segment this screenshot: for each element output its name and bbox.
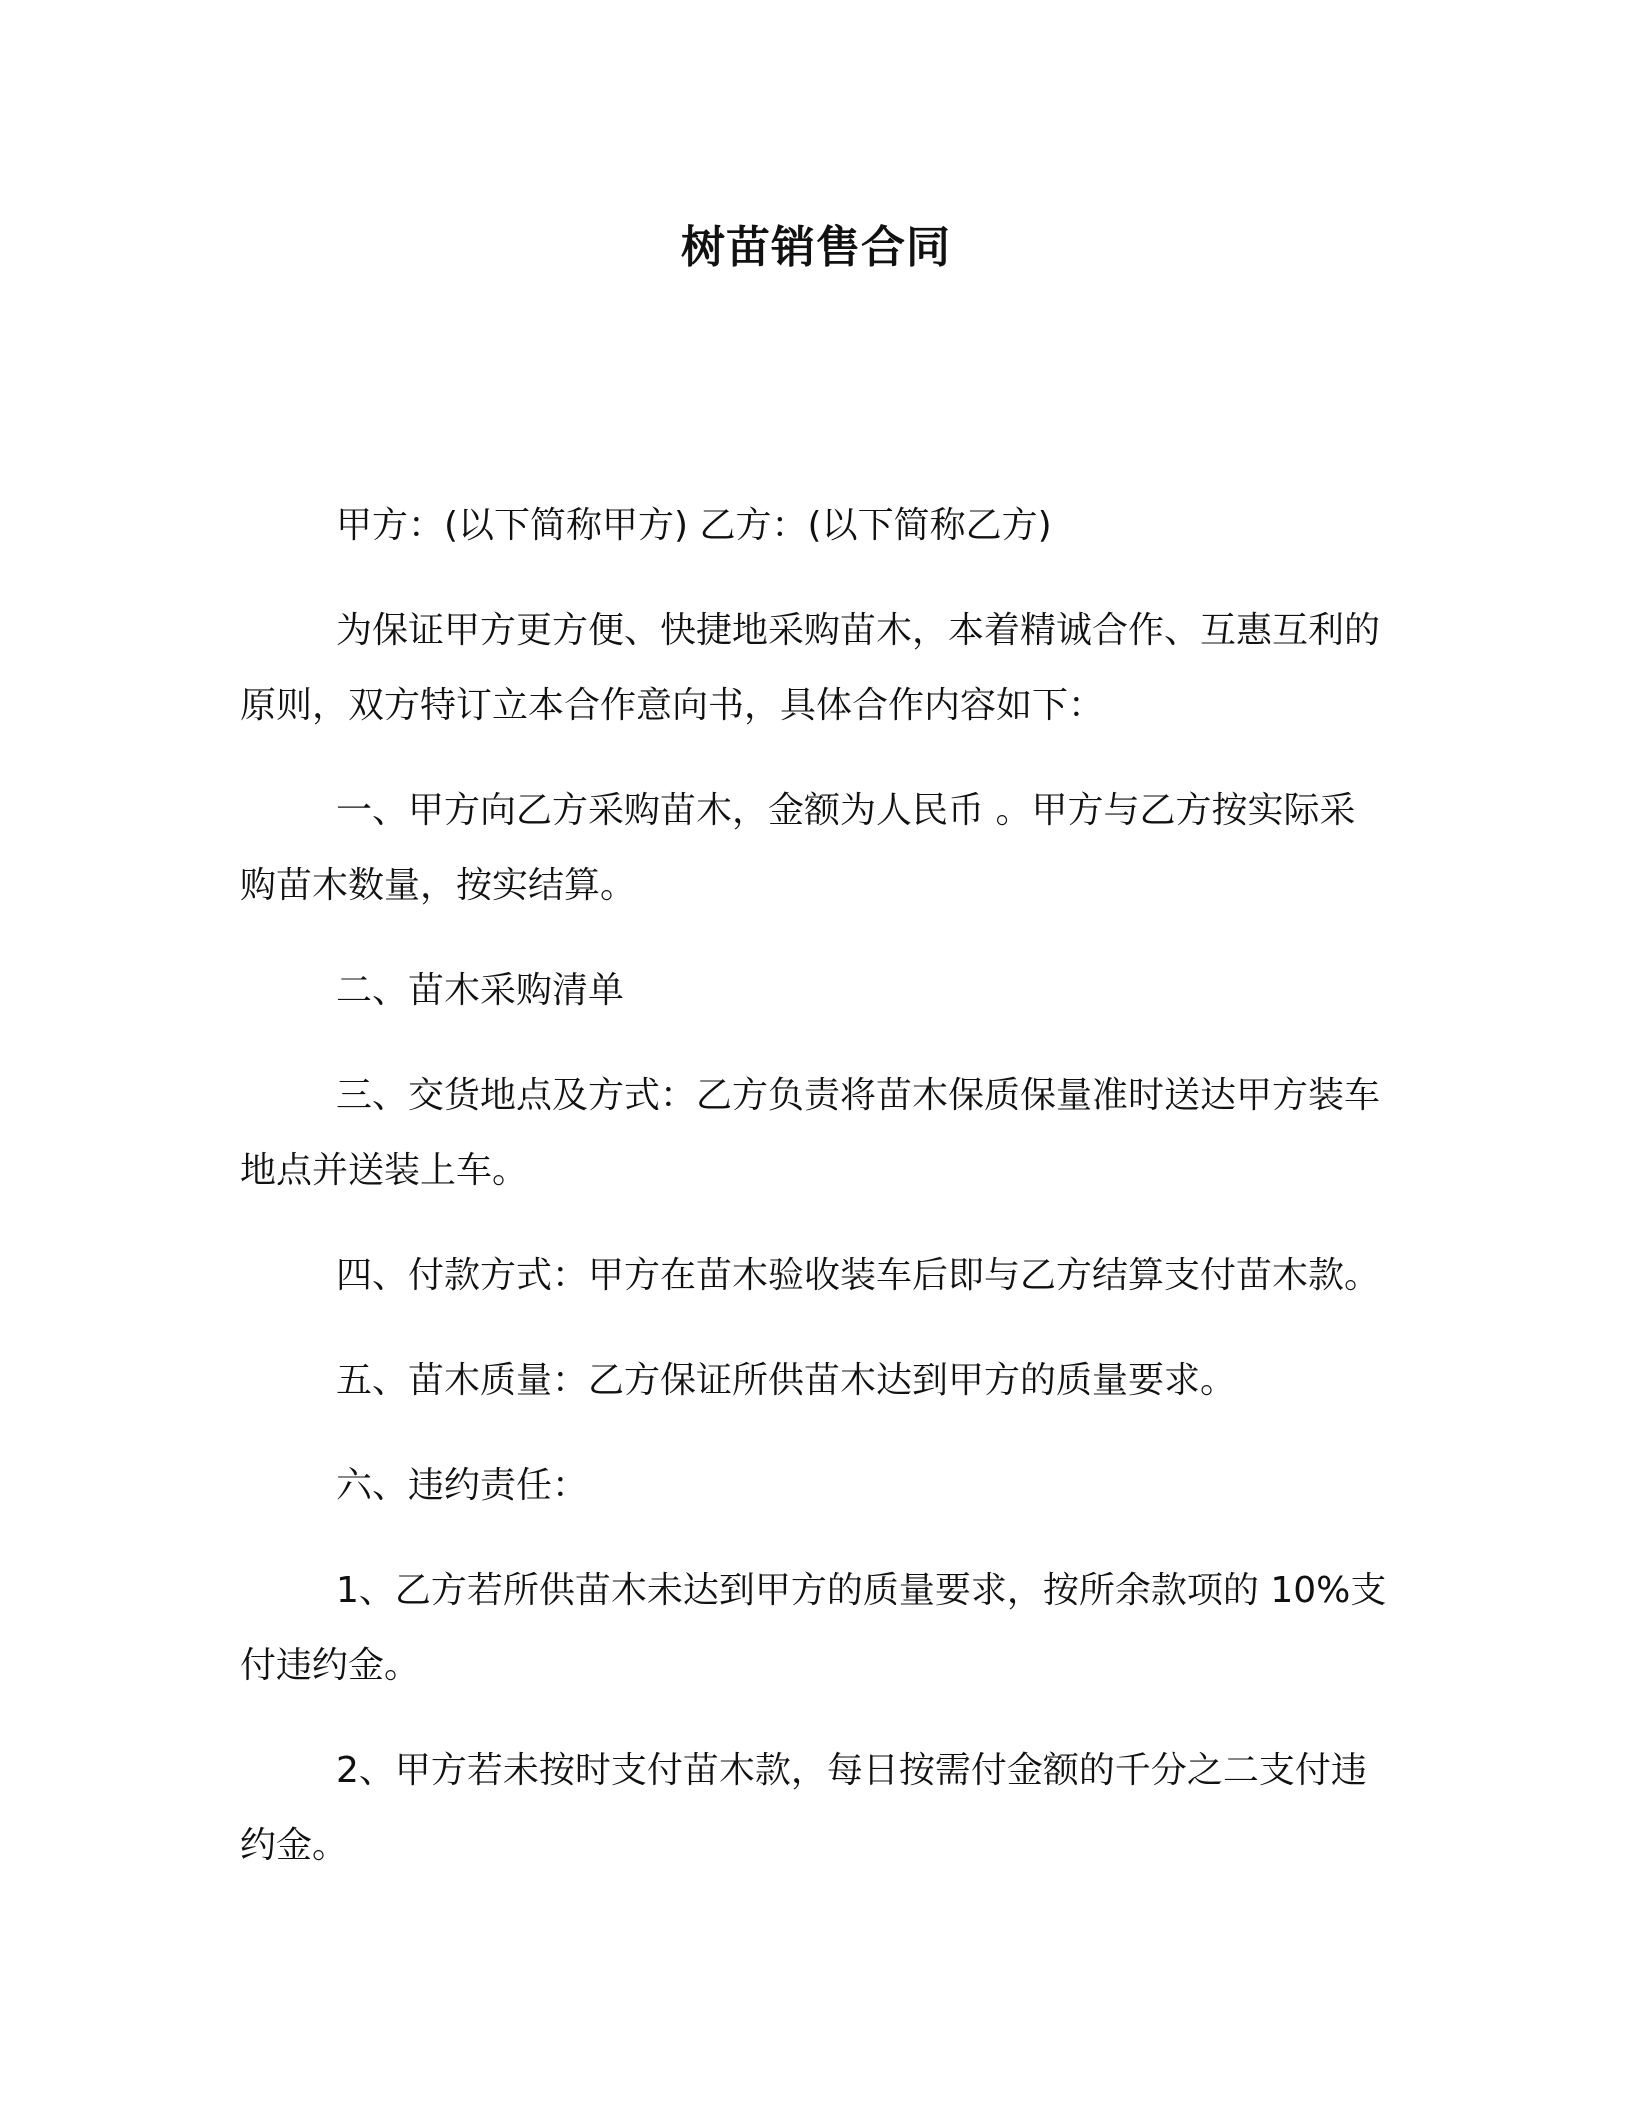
clause-3-paragraph: 三、交货地点及方式：乙方负责将苗木保质保量准时送达甲方装车地点并送装上车。 (240, 1075, 1381, 1191)
parties-paragraph: 甲方：(以下简称甲方) 乙方：(以下简称乙方) (336, 505, 1052, 546)
clause-1-paragraph: 一、甲方向乙方采购苗木，金额为人民币 。甲方与乙方按实际采购苗木数量，按实结算。 (240, 790, 1356, 906)
clause-5-paragraph: 五、苗木质量：乙方保证所供苗木达到甲方的质量要求。 (336, 1360, 1237, 1401)
clause-4-paragraph: 四、付款方式：甲方在苗木验收装车后即与乙方结算支付苗木款。 (336, 1255, 1381, 1296)
clause-6-item-2: 2、甲方若未按时支付苗木款，每日按需付金额的千分之二支付违约金。 (240, 1750, 1367, 1866)
clause-2-paragraph: 二、苗木采购清单 (336, 970, 625, 1011)
document-body (240, 488, 1390, 1913)
document-title: 树苗销售合同 (681, 222, 951, 273)
preamble-paragraph: 为保证甲方更方便、快捷地采购苗木，本着精诚合作、互惠互利的原则，双方特订立本合作意向书，具体合作内容如下： (240, 610, 1381, 726)
clause-6-heading: 六、违约责任： (336, 1465, 589, 1506)
clause-6-item-1: 1、乙方若所供苗木未达到甲方的质量要求，按所余款项的 10%支付违约金。 (240, 1570, 1387, 1686)
